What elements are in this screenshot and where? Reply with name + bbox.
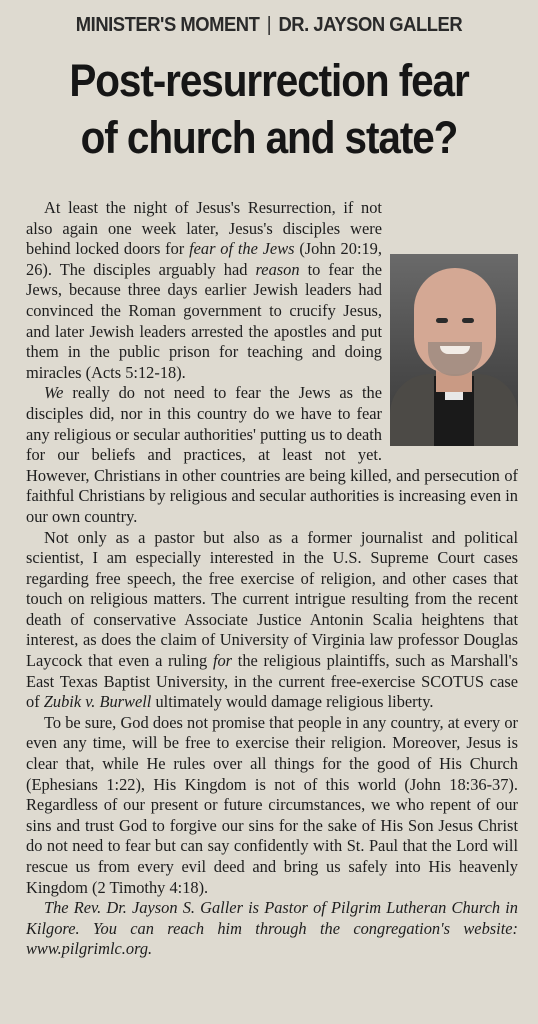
author-byline: The Rev. Dr. Jayson S. Galler is Pastor of Pilgrim Lutheran Church in Kilgore. You can reach him through the congregation's website: www.pilgrimlc.org. <box>26 898 518 959</box>
column-name: MINISTER'S MOMENT <box>75 14 260 36</box>
column-header <box>22 14 517 37</box>
paragraph-4: To be sure, God does not promise that people in any country, at every or even any time, will be free to exercise their religion. Moreover, Jesus is clear that, while He rules over all things for the good of His Church (Ephesians 1:22), His Kingdom is not of this world (John 18:36-37). Regardless of our present or future circumstances, we who repent of our sins and trust God to forgive our sins for the sake of His Son Jesus Christ do not need to fear but can say confidently with St. Paul that the Lord will rescue us from every evil deed and bring us safely into His heavenly Kingdom (2 Timothy 4:18). <box>26 712 518 897</box>
article-body <box>26 198 518 960</box>
author-photo <box>390 254 518 446</box>
headline-line-1: Post-resurrection fear <box>69 55 469 106</box>
paragraph-2: We really do not need to fear the Jews as the disciples did, nor in this country do we have to fear any religious or secular authorities' putting us to death for our beliefs and practices, at least not yet. However, Christians in other countries are being killed, and persecution of faithful Christians by religious and secular authorities is increasing even in our own country. <box>26 383 518 526</box>
headline-line-2: of church and state? <box>80 112 458 163</box>
header-separator: | <box>266 14 272 36</box>
paragraph-1: At least the night of Jesus's Resurrection, if not also again one week later, Jesus's disciples were behind locked doors for fear of the Jews (John 20:19, 26). The disciples arguably had reason to fear the Jews, because three days earlier Jewish leaders had convinced the Roman government to crucify Jesus, and later Jewish leaders arrested the apostles and put them in the public prison for teaching and doing miracles (Acts 5:12-18). <box>26 198 382 382</box>
paragraph-3: Not only as a pastor but also as a former journalist and political scientist, I am especially interested in the U.S. Supreme Court cases regarding free speech, the free exercise of religion, and other cases that touch on religious matters. The current intrigue resulting from the recent death of conservative Associate Justice Antonin Scalia heightens that interest, as does the claim of University of Virginia law professor Douglas Laycock that even a ruling for the religious plaintiffs, such as Marshall's East Texas Baptist University, in the current free-exercise SCOTUS case of Zubik v. Burwell ultimately would damage religious liberty. <box>26 527 518 712</box>
headline <box>27 52 511 166</box>
author-name: DR. JAYSON GALLER <box>278 14 463 36</box>
